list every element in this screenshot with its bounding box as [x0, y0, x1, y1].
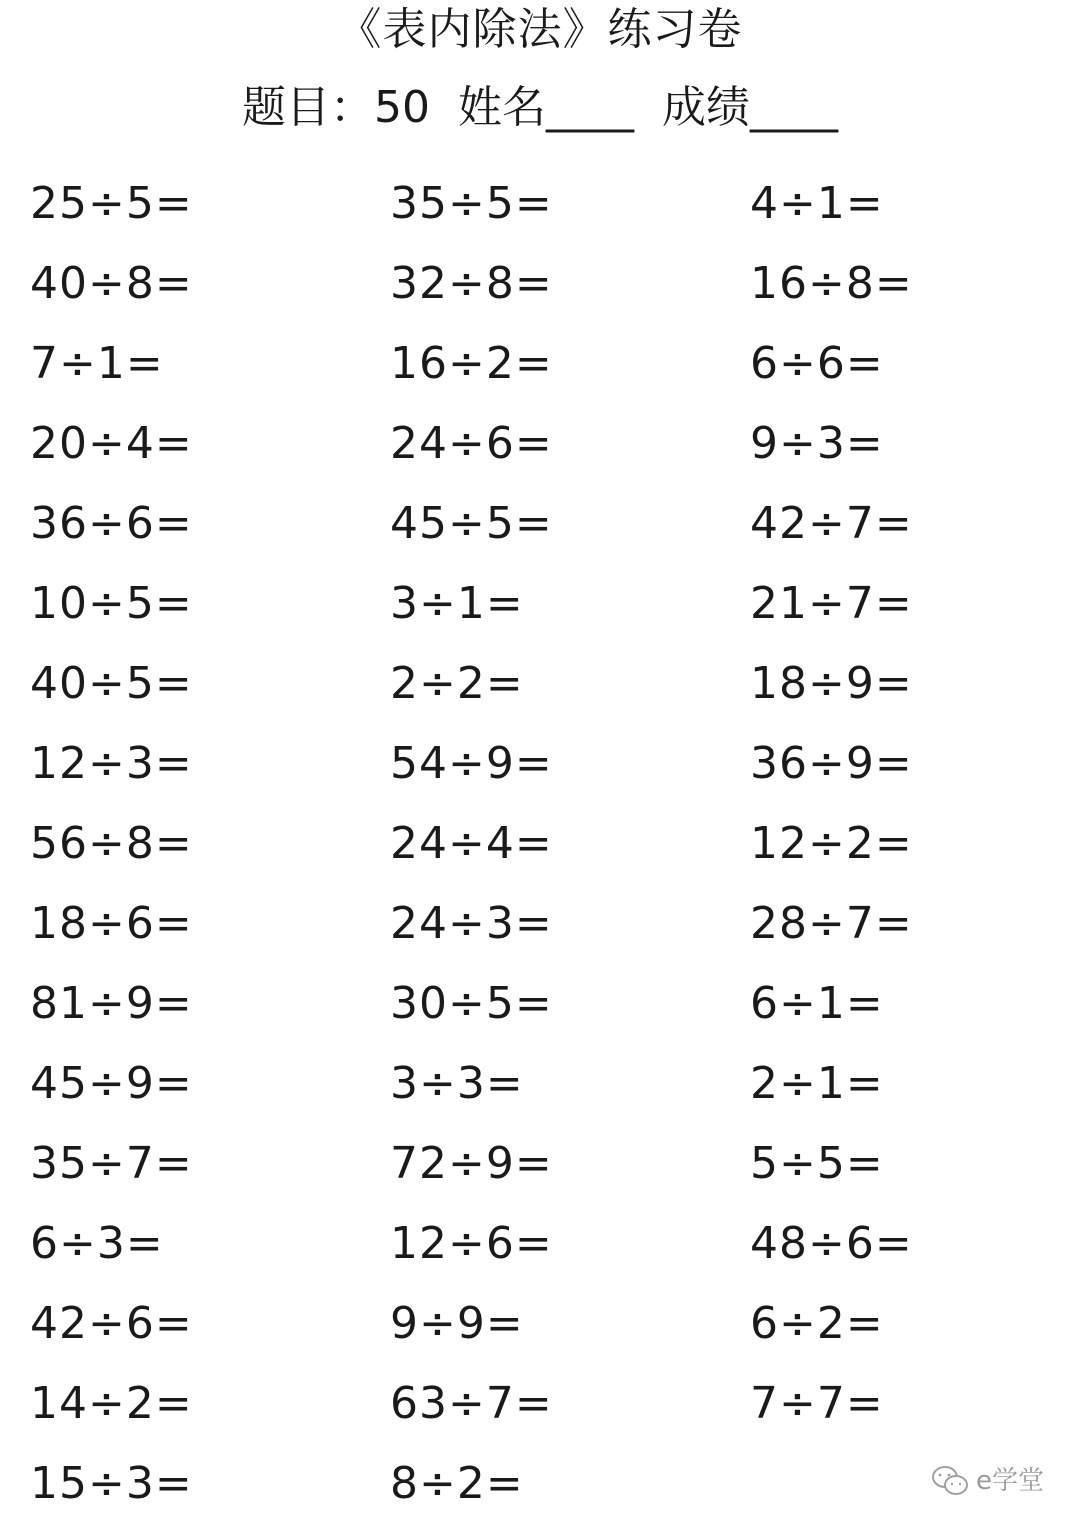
watermark-text: e学堂 — [976, 1466, 1044, 1496]
division-problem: 42÷6= — [30, 1298, 193, 1349]
problem-grid — [30, 178, 1080, 1538]
division-problem: 36÷6= — [30, 498, 193, 549]
division-problem: 16÷2= — [390, 338, 553, 389]
division-problem: 42÷7= — [750, 498, 913, 549]
division-problem: 30÷5= — [390, 978, 553, 1029]
division-problem: 24÷3= — [390, 898, 553, 949]
division-problem: 35÷5= — [390, 178, 553, 229]
division-problem: 6÷6= — [750, 338, 884, 389]
division-problem: 10÷5= — [30, 578, 193, 629]
division-problem: 6÷2= — [750, 1298, 884, 1349]
division-problem: 63÷7= — [390, 1378, 553, 1429]
division-problem: 2÷1= — [750, 1058, 884, 1109]
division-problem: 36÷9= — [750, 738, 913, 789]
division-problem: 6÷3= — [30, 1218, 164, 1269]
division-problem: 12÷2= — [750, 818, 913, 869]
worksheet-title: 《表内除法》练习卷 — [337, 4, 743, 55]
division-problem: 56÷8= — [30, 818, 193, 869]
division-problem: 45÷5= — [390, 498, 553, 549]
division-problem: 18÷6= — [30, 898, 193, 949]
division-problem: 9÷9= — [390, 1298, 524, 1349]
division-problem: 7÷1= — [30, 338, 164, 389]
division-problem: 48÷6= — [750, 1218, 913, 1269]
division-problem: 12÷3= — [30, 738, 193, 789]
watermark — [930, 1464, 1044, 1498]
division-problem: 2÷2= — [390, 658, 524, 709]
division-problem: 18÷9= — [750, 658, 913, 709]
division-problem: 15÷3= — [30, 1458, 193, 1509]
division-problem: 7÷7= — [750, 1378, 884, 1429]
division-problem: 45÷9= — [30, 1058, 193, 1109]
division-problem: 24÷6= — [390, 418, 553, 469]
division-problem: 24÷4= — [390, 818, 553, 869]
division-problem: 6÷1= — [750, 978, 884, 1029]
division-problem: 35÷7= — [30, 1138, 193, 1189]
division-problem: 32÷8= — [390, 258, 553, 309]
division-problem: 28÷7= — [750, 898, 913, 949]
division-problem: 4÷1= — [750, 178, 884, 229]
division-problem: 14÷2= — [30, 1378, 193, 1429]
wechat-icon — [930, 1464, 970, 1498]
division-problem: 3÷1= — [390, 578, 524, 629]
division-problem: 21÷7= — [750, 578, 913, 629]
division-problem: 16÷8= — [750, 258, 913, 309]
worksheet-info-line: 题目：50 姓名____ 成绩____ — [242, 82, 838, 133]
division-problem: 72÷9= — [390, 1138, 553, 1189]
division-problem: 12÷6= — [390, 1218, 553, 1269]
division-problem: 40÷5= — [30, 658, 193, 709]
division-problem: 20÷4= — [30, 418, 193, 469]
division-problem: 9÷3= — [750, 418, 884, 469]
division-problem: 3÷3= — [390, 1058, 524, 1109]
division-problem: 25÷5= — [30, 178, 193, 229]
division-problem: 5÷5= — [750, 1138, 884, 1189]
division-problem: 81÷9= — [30, 978, 193, 1029]
division-problem: 54÷9= — [390, 738, 553, 789]
division-problem: 8÷2= — [390, 1458, 524, 1509]
division-problem: 40÷8= — [30, 258, 193, 309]
